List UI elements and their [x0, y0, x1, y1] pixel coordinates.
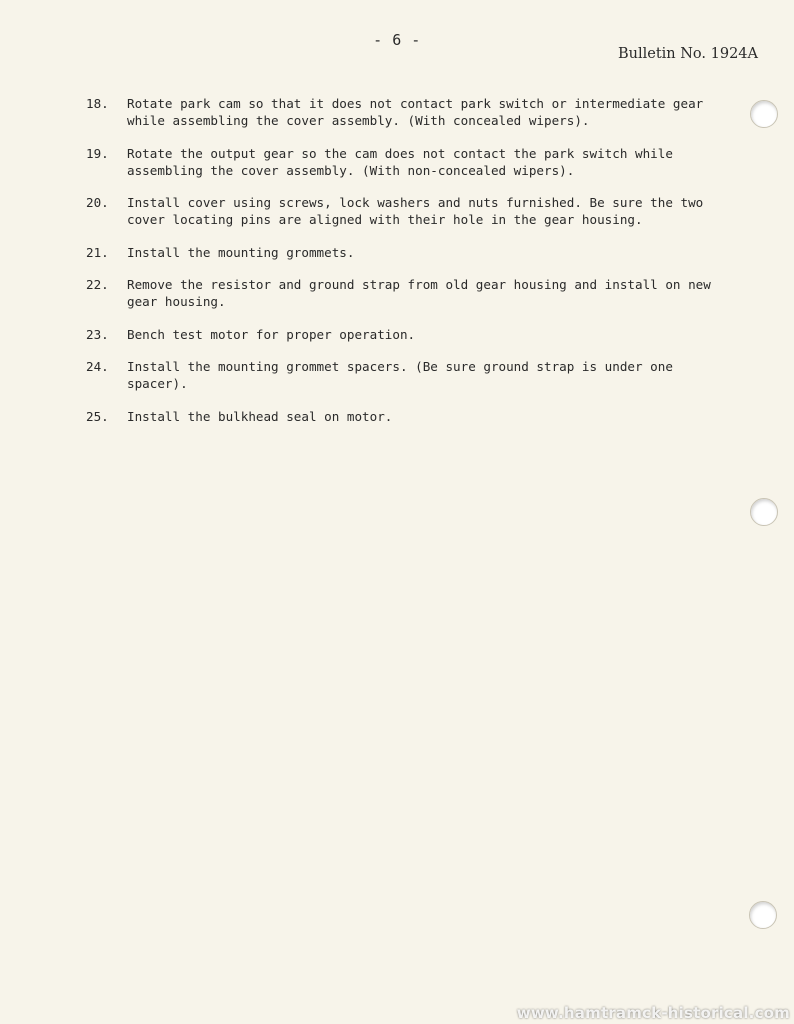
step-item — [86, 326, 726, 343]
step-number: 22. — [86, 277, 109, 292]
step-text: Rotate the output gear so the cam does not contact the park switch while assembling the cover assembly. (With non-concealed wipers). — [127, 145, 673, 178]
step-item — [86, 194, 726, 228]
punch-hole-top — [750, 100, 778, 128]
step-text: Rotate park cam so that it does not contact park switch or intermediate gear while assembling the cover assembly. (With concealed wipers). — [127, 96, 704, 128]
step-item — [86, 276, 726, 310]
step-number: 21. — [86, 244, 109, 260]
step-number: 20. — [86, 195, 109, 210]
step-item — [86, 358, 726, 392]
step-item — [86, 145, 726, 179]
step-text: Install the mounting grommet spacers. (Be sure ground strap is under one spacer). — [127, 359, 673, 391]
step-text: Install the bulkhead seal on motor. — [127, 408, 393, 424]
step-text: Remove the resistor and ground strap from old gear housing and install on new gear housing. — [127, 277, 711, 309]
step-number: 23. — [86, 326, 109, 342]
instruction-steps — [86, 95, 726, 440]
website-watermark: www.hamtramck-historical.com — [516, 1004, 790, 1022]
step-number: 25. — [86, 408, 109, 424]
step-text: Bench test motor for proper operation. — [127, 326, 416, 342]
step-number: 19. — [86, 145, 109, 161]
step-text: Install the mounting grommets. — [127, 244, 355, 260]
page-number: - 6 - — [373, 31, 421, 49]
step-text: Install cover using screws, lock washers and nuts furnished. Be sure the two cover locating pins are aligned with their hole in the gear housing. — [127, 195, 704, 227]
step-number: 24. — [86, 359, 109, 374]
step-item — [86, 95, 726, 129]
step-number: 18. — [86, 96, 109, 111]
punch-hole-middle — [750, 498, 778, 526]
step-item — [86, 408, 726, 425]
punch-hole-bottom — [749, 901, 777, 929]
bulletin-number: Bulletin No. 1924A — [617, 46, 758, 62]
step-item — [86, 244, 726, 261]
